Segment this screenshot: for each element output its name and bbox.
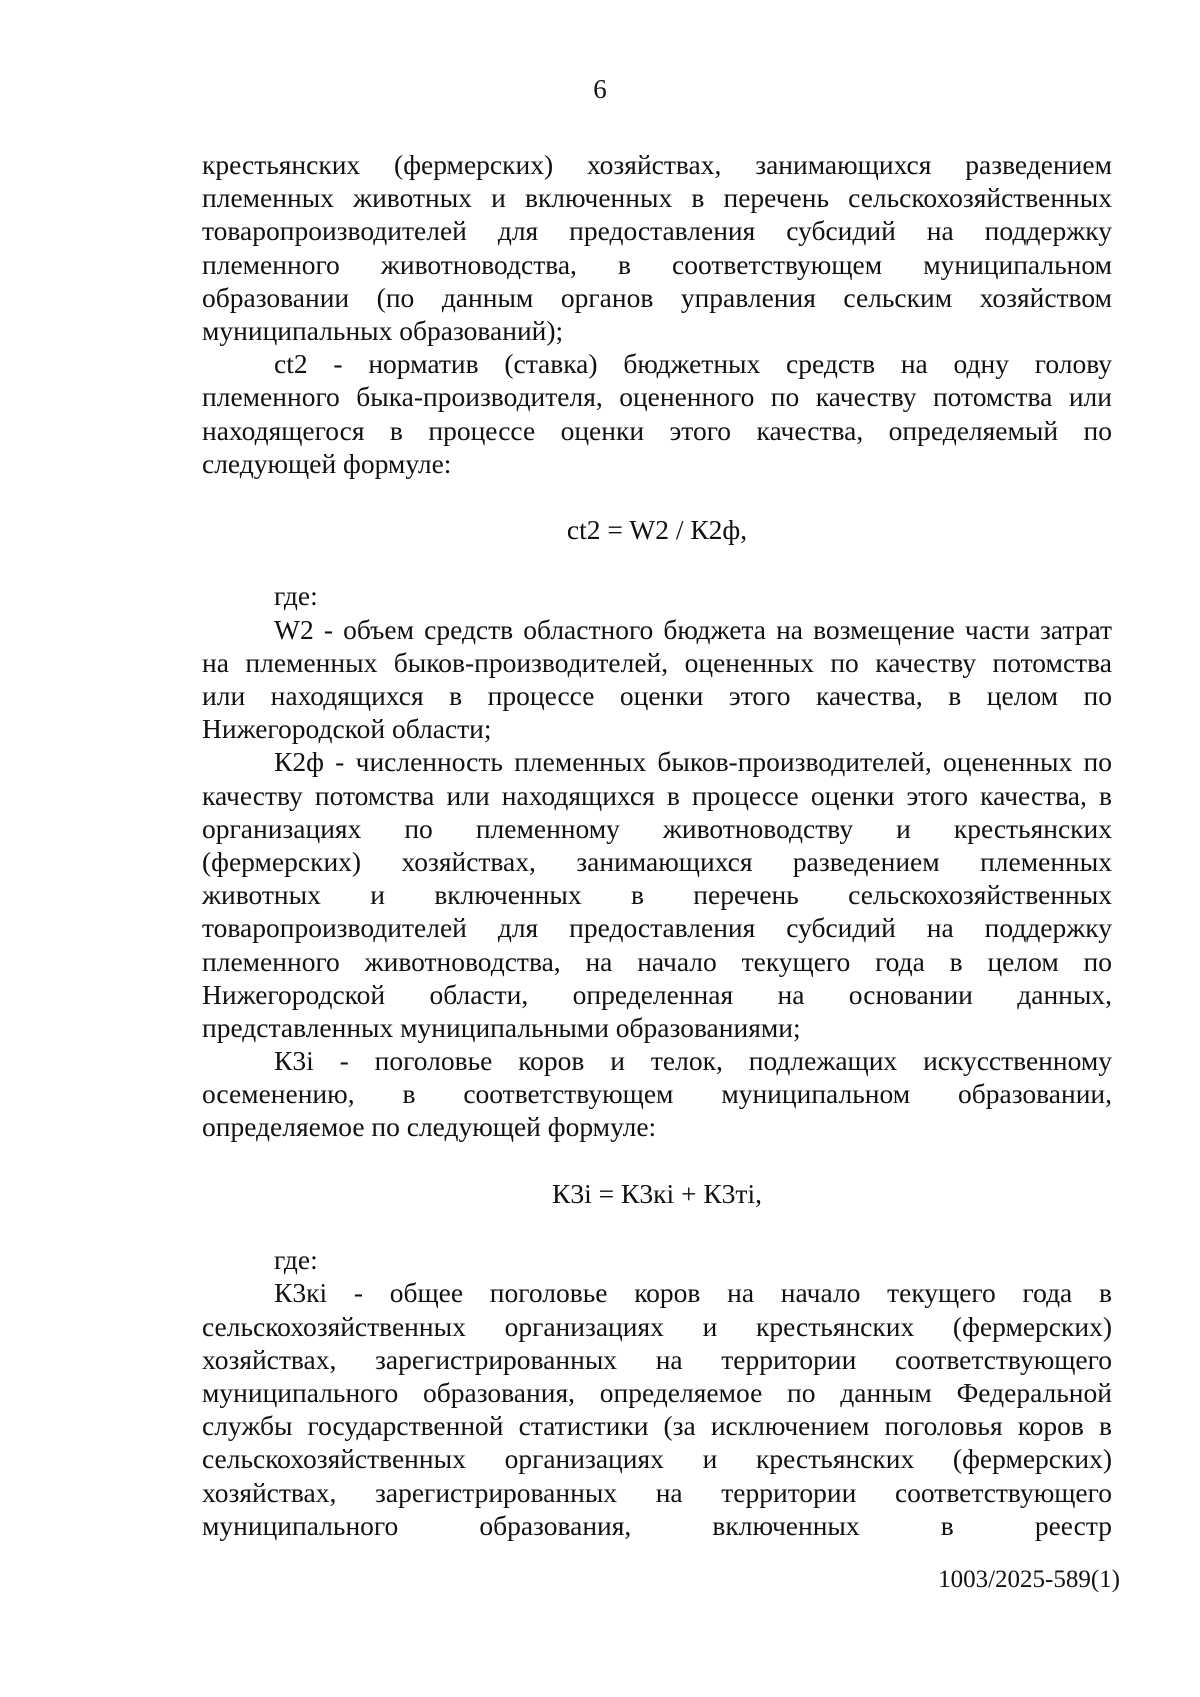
text-line: хозяйствах, зарегистрированных на территории соответствующего bbox=[202, 1343, 1112, 1375]
text-line: племенного животноводства, на начало текущего года в целом по bbox=[202, 945, 1112, 977]
definition-k2f: К2ф - численность племенных быков-производителей, оцененных по bbox=[274, 746, 1112, 778]
page-number: 6 bbox=[593, 74, 607, 104]
text-line: крестьянских (фермерских) хозяйствах, занимающихся разведением bbox=[202, 149, 1112, 180]
document-body bbox=[202, 148, 1112, 1542]
text-line: животных и включенных в перечень сельскохозяйственных bbox=[202, 879, 1112, 911]
definition-w2: W2 - объем средств областного бюджета на возмещение части затрат bbox=[274, 613, 1112, 645]
text-line: (фермерских) хозяйствах, занимающихся разведением племенных bbox=[202, 845, 1112, 877]
document-number: 1003/2025-589(1) bbox=[938, 1566, 1120, 1593]
text-line: находящегося в процессе оценки этого качества, определяемый по bbox=[202, 414, 1112, 446]
text-line: муниципального образования, включенных в реестр bbox=[202, 1509, 1112, 1541]
definition-k3i: К3i - поголовье коров и телок, подлежащих искусственному bbox=[274, 1045, 1112, 1077]
text-line: племенного животноводства, в соответствующем муниципальном bbox=[202, 248, 1112, 280]
definition-k3ki: К3кi - общее поголовье коров на начало текущего года в bbox=[274, 1277, 1112, 1309]
text-line: сельскохозяйственных организациях и крестьянских (фермерских) bbox=[202, 1310, 1112, 1342]
formula-ct2: ct2 = W2 / К2ф, bbox=[566, 514, 748, 546]
text-line: Нижегородской области, определенная на основании данных, bbox=[202, 978, 1112, 1010]
text-line: племенного быка-производителя, оцененного по качеству потомства или bbox=[202, 381, 1112, 413]
text-line: сельскохозяйственных организациях и крестьянских (фермерских) bbox=[202, 1443, 1112, 1475]
formula-k3i: К3i = К3кi + К3тi, bbox=[552, 1177, 762, 1209]
text-line: образовании (по данным органов управления сельским хозяйством bbox=[202, 281, 1112, 313]
text-line: следующей формуле: bbox=[202, 447, 452, 479]
text-line: Нижегородской области; bbox=[202, 713, 492, 745]
where-label: где: bbox=[274, 1244, 318, 1276]
text-line: муниципальных образований); bbox=[202, 314, 564, 346]
where-label: где: bbox=[274, 580, 318, 612]
text-line: осеменению, в соответствующем муниципальном образовании, bbox=[202, 1078, 1112, 1110]
definition-ct2: ct2 - норматив (ставка) бюджетных средств на одну голову bbox=[274, 348, 1112, 380]
text-line: службы государственной статистики (за исключением поголовья коров в bbox=[202, 1410, 1112, 1442]
text-line: качеству потомства или находящихся в процессе оценки этого качества, в bbox=[202, 779, 1112, 811]
text-line: определяемое по следующей формуле: bbox=[202, 1111, 657, 1143]
text-line: племенных животных и включенных в перечень сельскохозяйственных bbox=[202, 182, 1112, 214]
text-line: муниципального образования, определяемое по данным Федеральной bbox=[202, 1376, 1112, 1408]
text-line: или находящихся в процессе оценки этого качества, в целом по bbox=[202, 680, 1112, 711]
text-line: товаропроизводителей для предоставления субсидий на поддержку bbox=[202, 215, 1112, 247]
text-line: организациях по племенному животноводству и крестьянских bbox=[202, 812, 1112, 844]
text-line: представленных муниципальными образованиями; bbox=[202, 1011, 801, 1043]
text-line: на племенных быков-производителей, оцененных по качеству потомства bbox=[202, 646, 1112, 678]
text-line: хозяйствах, зарегистрированных на территории соответствующего bbox=[202, 1476, 1112, 1508]
text-line: товаропроизводителей для предоставления субсидий на поддержку bbox=[202, 912, 1112, 944]
